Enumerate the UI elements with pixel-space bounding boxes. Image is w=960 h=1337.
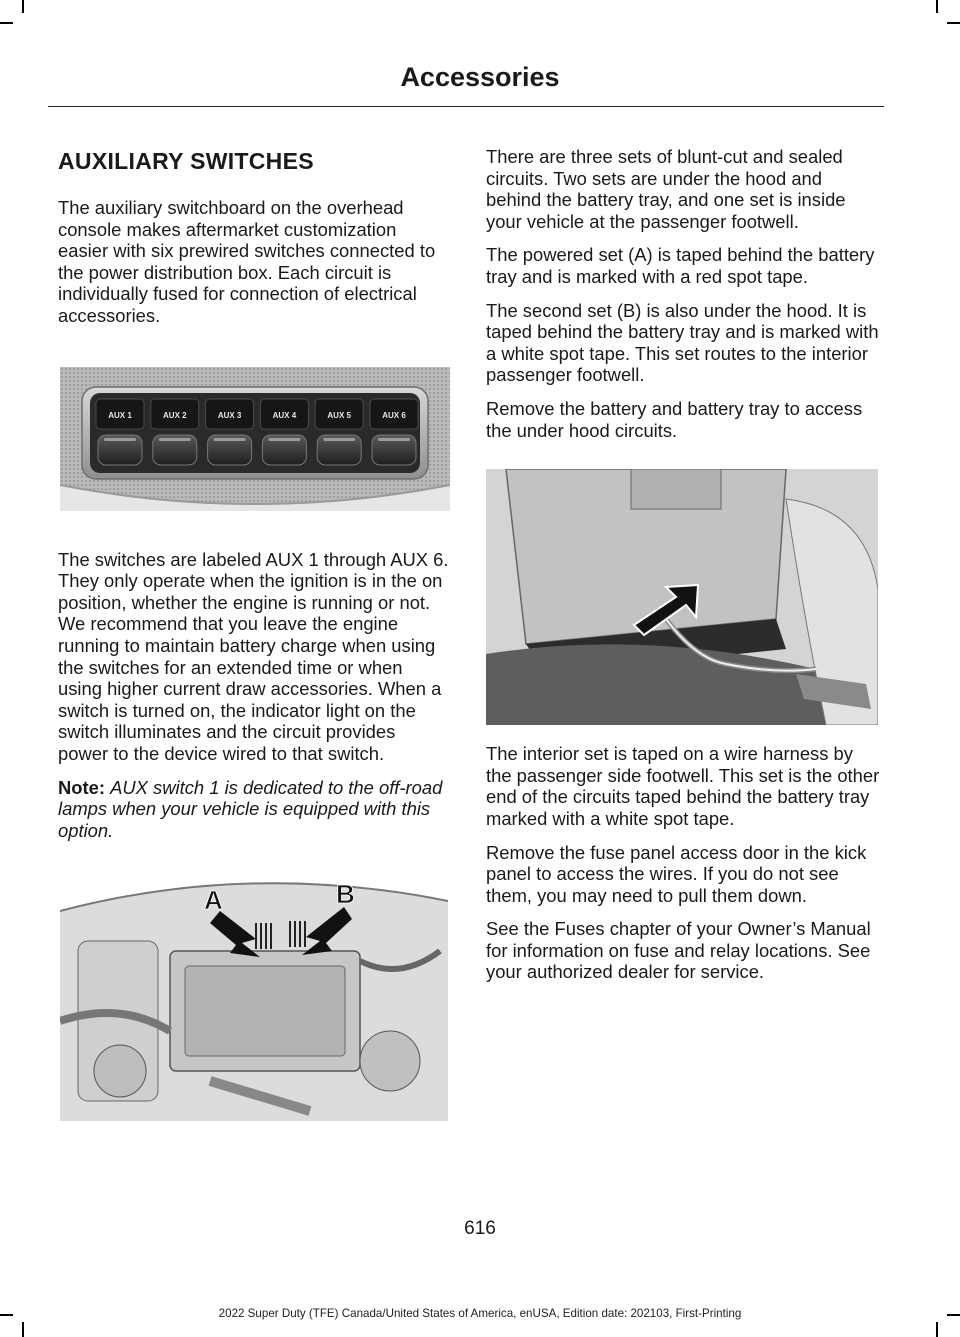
powered-set-paragraph: The powered set (A) is taped behind the battery tray and is marked with a red spot tape. [486,244,875,287]
aux-switch-highlight [214,438,246,441]
aux-switch-highlight [104,438,136,441]
callout-label-b: B [336,879,355,910]
right-column [486,146,882,995]
engine-bay-illustration [60,871,448,1121]
crop-mark [936,0,938,13]
header-divider [48,106,884,107]
aux-switch-label: AUX 2 [163,410,187,420]
intro-paragraph: The auxiliary switchboard on the overhead console makes aftermarket customization easier with six prewired switches connected to the power distribution box. Each circuit is individually fused for connection of electrical accessories. [58,197,436,326]
left-column [58,140,450,1121]
aux-switch-label: AUX 1 [108,410,132,420]
second-set-paragraph: The second set (B) is also under the hood. It is taped behind the battery tray and is marked with a white spot tape. This set routes to the interior passenger footwell. [486,299,879,386]
passenger-footwell-figure [486,469,878,725]
note-paragraph [58,777,450,842]
aux-switch-label: AUX 3 [217,410,242,420]
aux-switch-label: AUX 4 [272,410,297,420]
passenger-footwell-illustration [486,469,878,725]
aux-switchboard-figure [60,367,450,511]
fuses-reference-paragraph: See the Fuses chapter of your Owner’s Manual for information on fuse and relay locations. See your authorized dealer for service. [486,918,871,983]
section-title: AUXILIARY SWITCHES [58,148,314,174]
aux-switch-highlight [268,438,300,441]
aux-switch-highlight [378,438,410,441]
interior-set-paragraph: The interior set is taped on a wire harness by the passenger side footwell. This set is the other end of the circuits taped behind the battery tray marked with a white spot tape. [486,743,880,829]
page-number: 616 [464,1218,496,1239]
circuits-overview-paragraph: There are three sets of blunt-cut and sealed circuits. Two sets are under the hood and behind the battery tray, and one set is inside your vehicle at the passenger footwell. [486,146,846,232]
operation-paragraph: The switches are labeled AUX 1 through AUX 6. They only operate when the ignition is in the on position, whether the engine is running or not. We recommend that you leave the engine running to maintain battery charge when using the switches for an extended time or when using higher current draw accessories. When a switch is turned on, the indicator light on the switch illuminates and the circuit provides power to the device wired to that switch. [58,548,449,764]
callout-label-a: A [204,885,223,916]
crop-mark [947,22,960,24]
aux-switch-label: AUX 5 [327,410,351,420]
crop-mark [22,0,24,13]
remove-battery-paragraph: Remove the battery and battery tray to access the under hood circuits. [486,397,863,441]
aux-switchboard-illustration [60,367,450,511]
crop-mark [936,1322,938,1337]
chapter-title: Accessories [400,62,560,92]
note-label: Note: [58,776,105,798]
aux-switch-label: AUX 6 [382,410,406,420]
engine-bay-figure [60,871,448,1121]
edition-footer: 2022 Super Duty (TFE) Canada/United States of America, enUSA, Edition date: 202103, First-Printing [218,1307,742,1320]
crop-mark [22,1322,24,1337]
aux-switch-highlight [159,438,191,441]
note-text: AUX switch 1 is dedicated to the off-road lamps when your vehicle is equipped with this option. [58,776,443,841]
fuse-panel-paragraph: Remove the fuse panel access door in the kick panel to access the wires. If you do not see them, you may need to pull them down. [486,841,867,906]
crop-mark [0,22,13,24]
aux-switch-highlight [323,438,355,441]
